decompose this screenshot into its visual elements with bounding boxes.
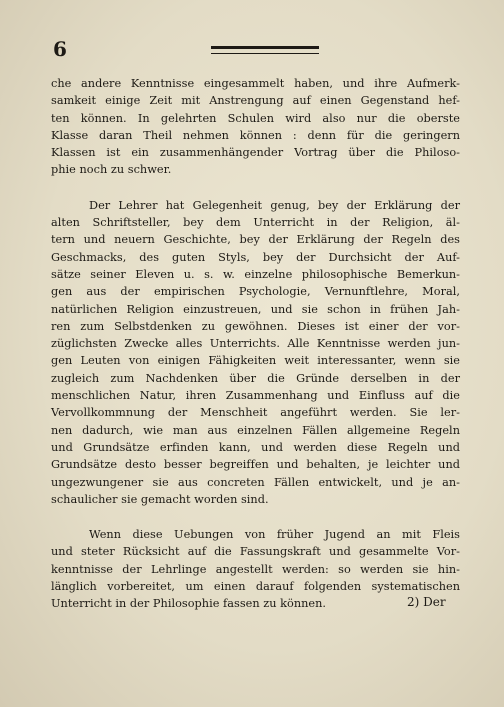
text-line: ren zum Selbstdenken zu gewöhnen. Dieses ist einer der vor- [51,319,460,333]
text-line: Der Lehrer hat Gelegenheit genug, bey der Erklärung der [89,198,460,212]
paragraph-3 [51,526,460,612]
text-line: länglich vorbereitet, um einen darauf folgenden systematischen [51,580,460,594]
text-line: Klassen ist ein zusammenhängender Vortrag über die Philoso- [51,146,460,160]
text-line: ungezwungener sie aus concreten Fällen entwickelt, und je an- [51,475,460,489]
text-line: gen aus der empirischen Psychologie, Vernunftlehre, Moral, [51,285,460,299]
text-line: phie noch zu schwer. [51,163,172,177]
text-line: Unterricht in der Philosophie fassen zu können. [51,597,327,611]
text-line: Vervollkommnung der Menschheit angeführt werden. Sie ler- [51,406,460,420]
text-line: ten können. In gelehrten Schulen wird also nur die oberste [51,111,460,125]
text-line: Klasse daran Theil nehmen können : denn für die geringern [51,128,460,142]
header-rule [211,46,319,49]
text-line: che andere Kenntnisse eingesammelt haben, und ihre Aufmerk- [51,77,460,90]
text-line: kenntnisse der Lehrlinge angestellt werden: so werden sie hin- [51,562,460,576]
text-line: natürlichen Religion einzustreuen, und sie schon in frühen Jah- [51,302,460,316]
body-text [51,75,460,613]
text-line: tern und neuern Geschichte, bey der Erklärung der Regeln des [51,233,460,247]
text-line: gen Leuten von einigen Fähigkeiten weit interessanter, wenn sie [51,354,460,368]
text-line: Grundsätze desto besser begreiffen und behalten, je leichter und [51,458,460,472]
text-line: und Grundsätze erfinden kann, und werden diese Regeln und [51,440,460,454]
text-line: schaulicher sie gemacht worden sind. [51,492,269,506]
text-line: und steter Rücksicht auf die Fassungskraft und gesammelte Vor- [51,545,460,559]
text-line: Geschmacks, des guten Styls, bey der Durchsicht der Auf- [51,250,460,264]
text-line: menschlichen Natur, ihren Zusammenhang und Einfluss auf die [51,389,460,403]
paragraph-1 [51,75,460,179]
text-line: zugleich zum Nachdenken über die Gründe derselben in der [51,371,460,385]
text-line: sätze seiner Eleven u. s. w. einzelne philosophische Bemerkun- [51,267,460,281]
text-line: nen dadurch, wie man aus einzelnen Fällen allgemeine Regeln [51,423,460,437]
paragraph-2 [51,197,460,508]
text-line: samkeit einige Zeit mit Anstrengung auf einen Gegenstand hef- [51,94,460,108]
text-line: alten Schriftsteller, bey dem Unterricht in der Religion, äl- [51,216,460,230]
text-line: Wenn diese Uebungen von früher Jugend an mit Fleis [89,528,460,542]
text-line: züglichsten Zwecke alles Unterrichts. Alle Kenntnisse werden jun- [51,337,460,351]
catchword: 2) Der [407,595,446,609]
page-number: 6 [53,37,67,61]
